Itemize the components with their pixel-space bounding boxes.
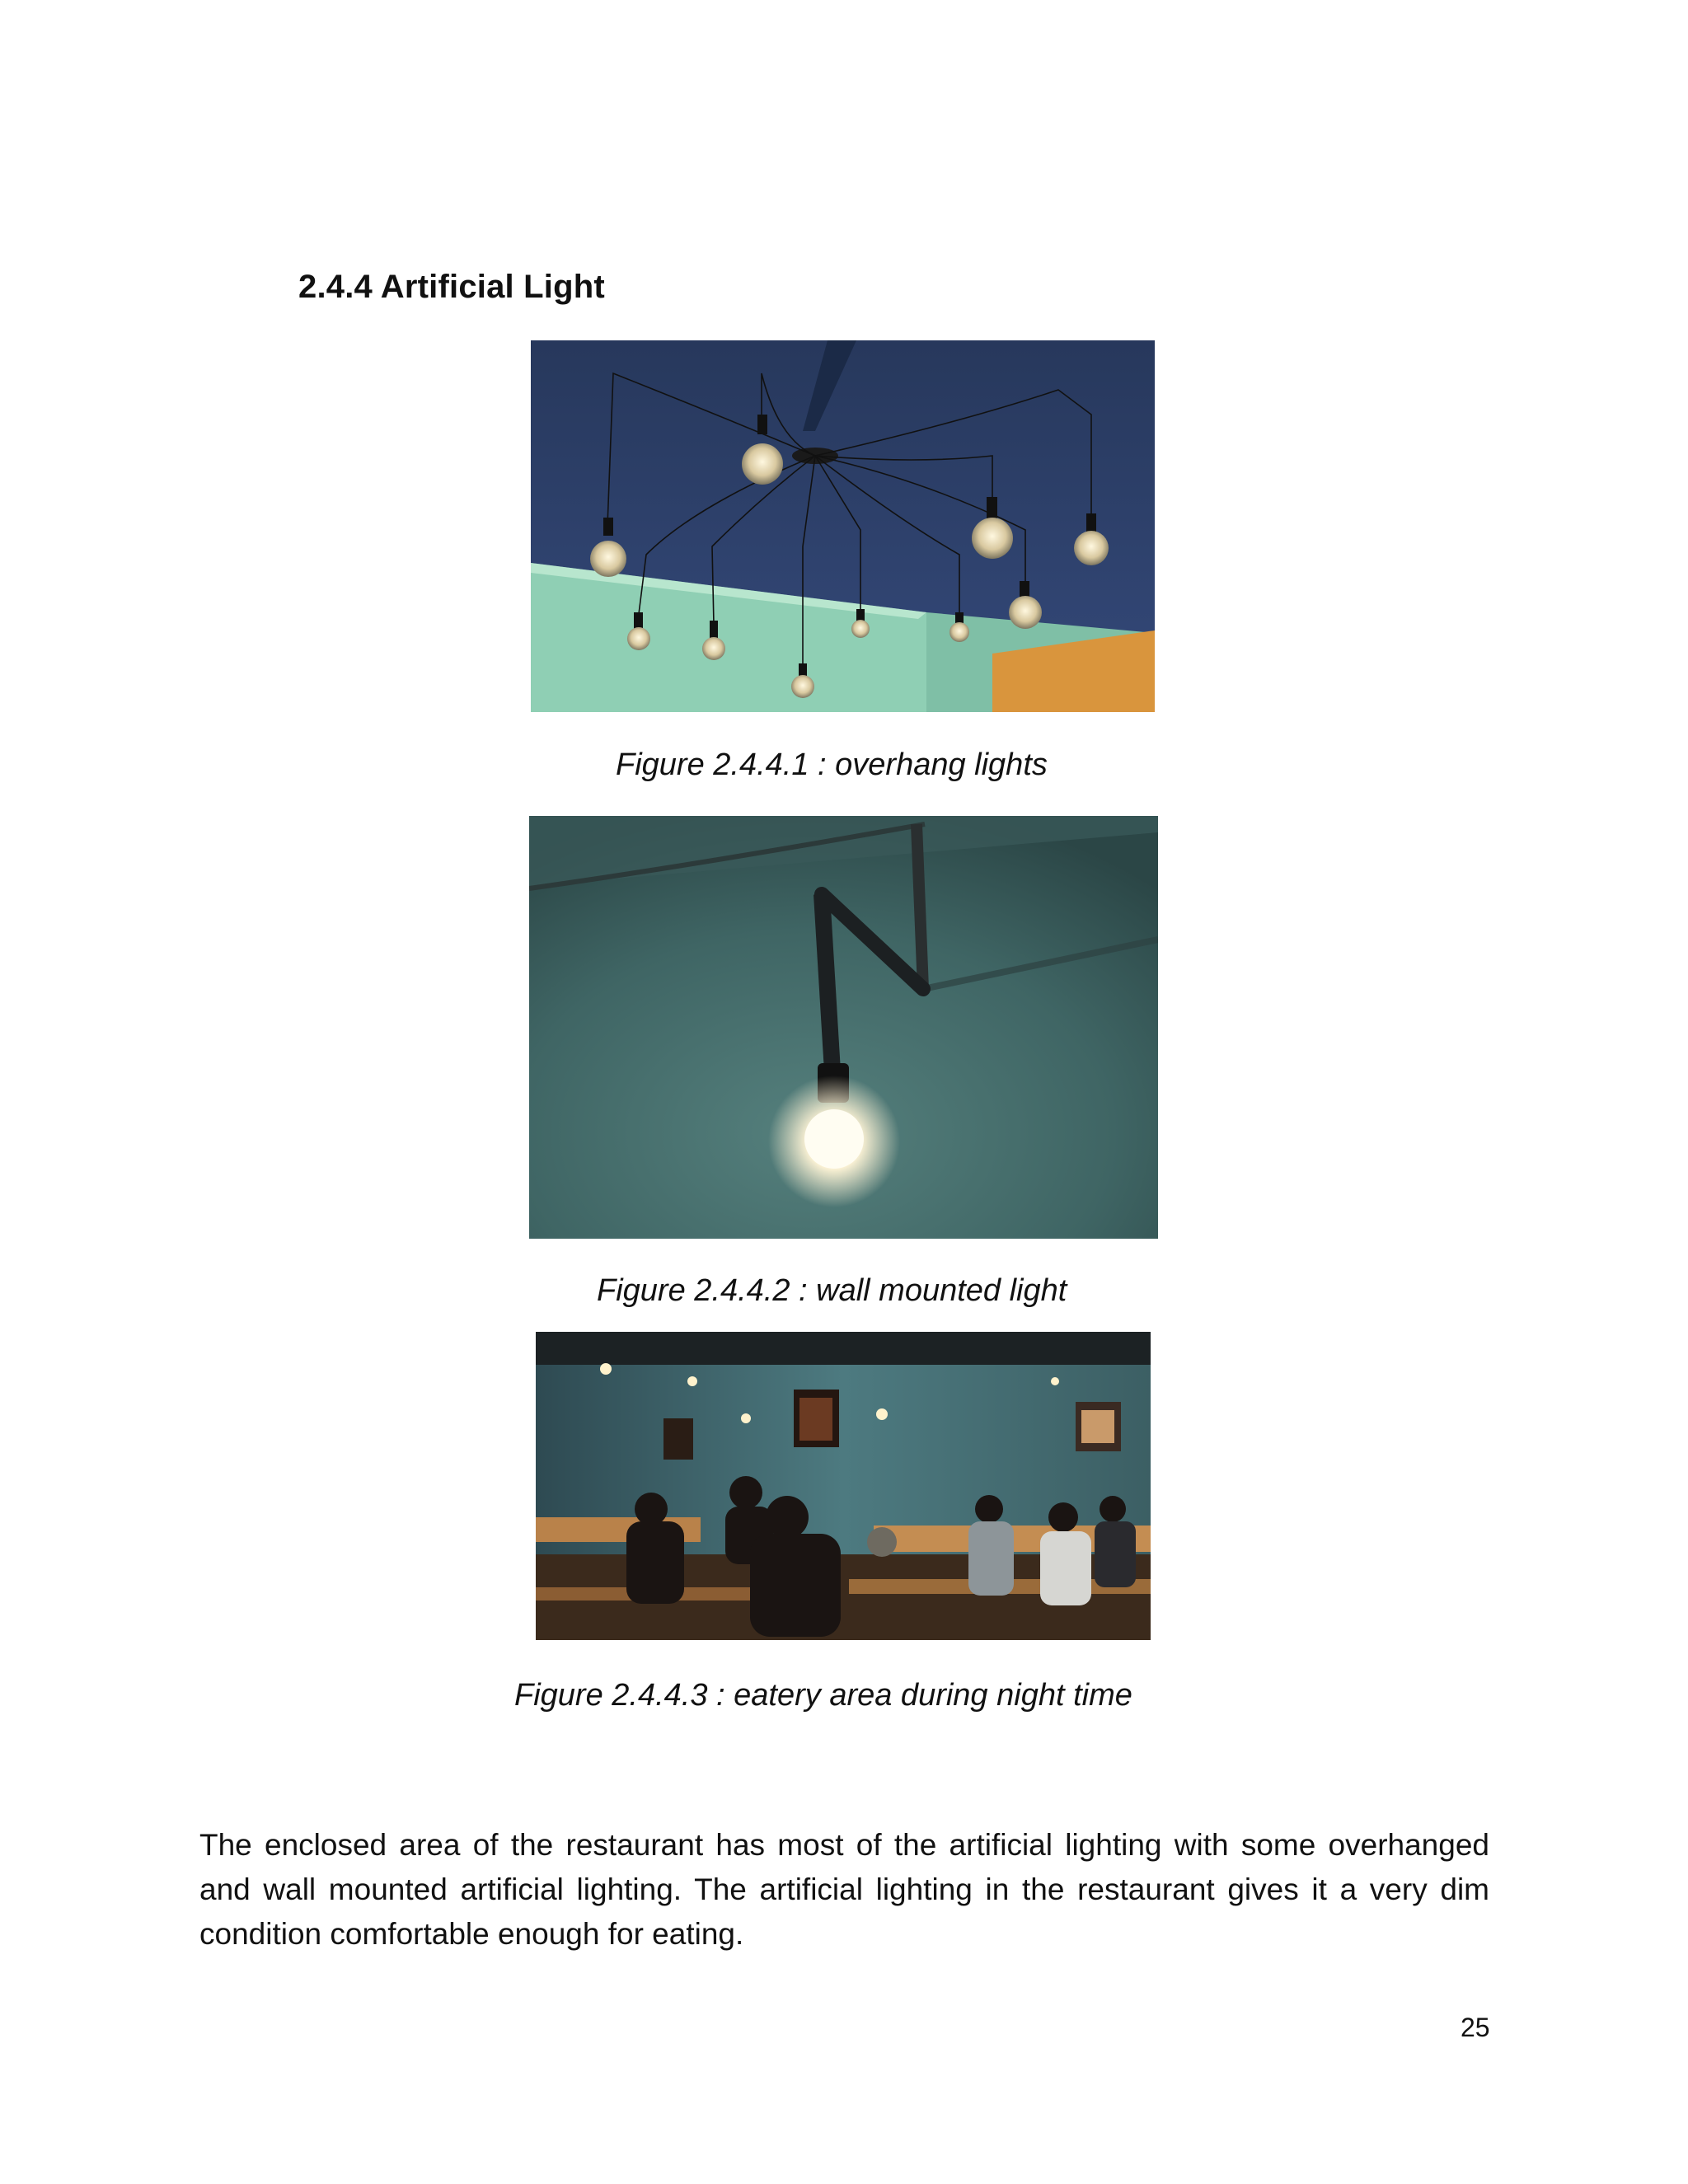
body-paragraph: The enclosed area of the restaurant has most of the artificial lighting with some overhanged and wall mounted artificial lighting. The artificial lighting in the restaurant gives it a very dim condition comfortable enough for eating. <box>199 1828 1489 1951</box>
page-number: 25 <box>1461 2013 1490 2042</box>
eatery-area-night-photo <box>536 1332 1151 1640</box>
figure-caption-1: Figure 2.4.4.1 : overhang lights <box>616 748 1048 782</box>
figure-caption-3: Figure 2.4.4.3 : eatery area during night time <box>514 1678 1132 1713</box>
figure-caption-2: Figure 2.4.4.2 : wall mounted light <box>597 1273 1067 1308</box>
overhang-lights-photo <box>531 340 1155 712</box>
section-heading: 2.4.4 Artificial Light <box>298 269 605 305</box>
wall-mounted-light-photo <box>529 816 1158 1239</box>
